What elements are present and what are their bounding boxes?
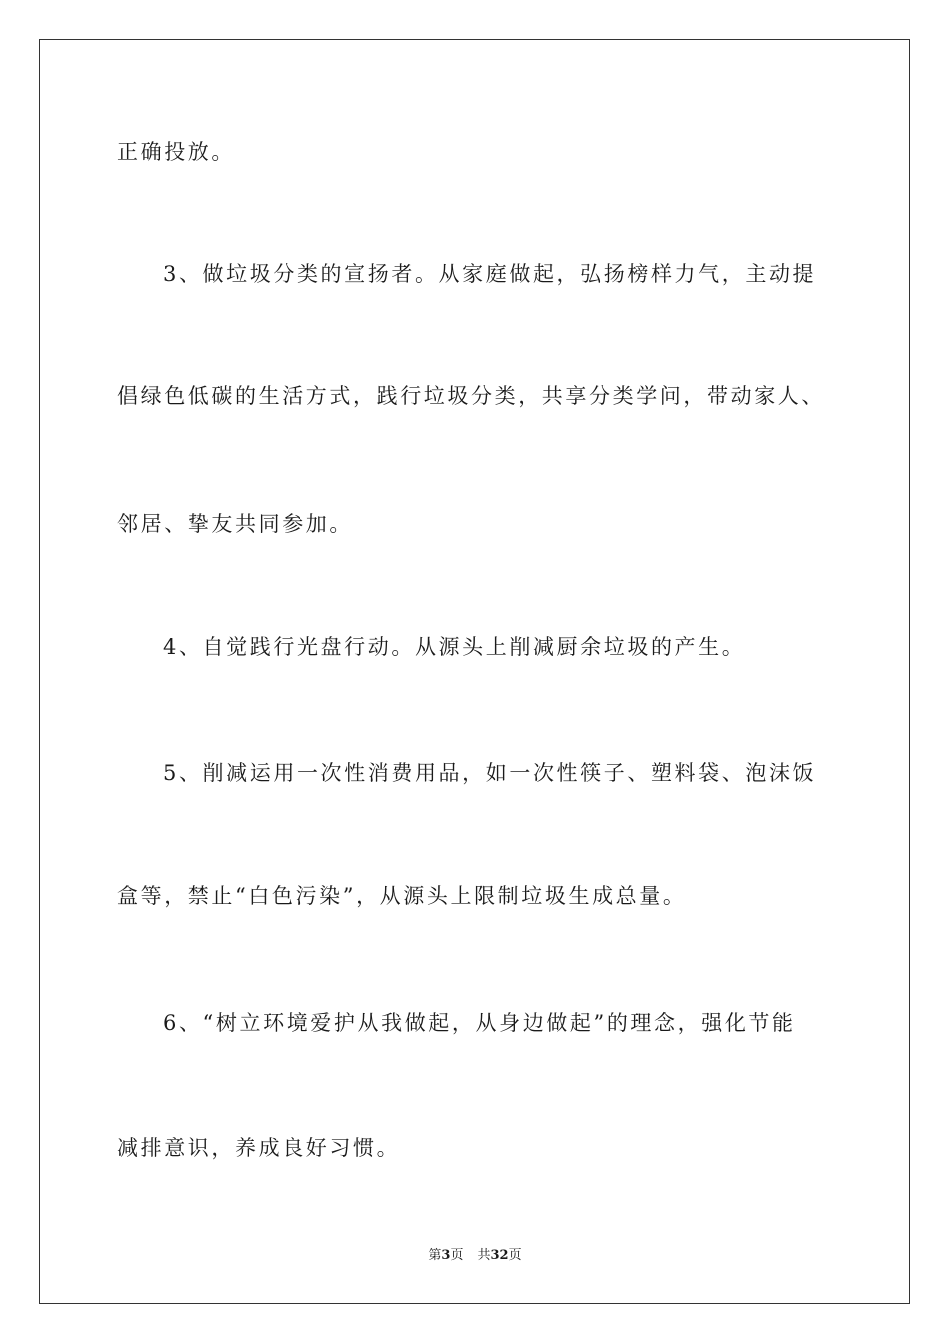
total-prefix: 共 <box>477 1248 491 1263</box>
total-pages: 32 <box>490 1248 509 1263</box>
page-prefix: 第 <box>428 1248 442 1263</box>
text-line-5: 4、自觉践行光盘行动。从源头上削减厨余垃圾的产生。 <box>163 635 746 659</box>
text-line-7: 盒等，禁止“白色污染”，从源头上限制垃圾生成总量。 <box>117 884 687 908</box>
text-line-2: 3、做垃圾分类的宣扬者。从家庭做起，弘扬榜样力气，主动提 <box>163 262 817 286</box>
total-suffix: 页 <box>508 1248 522 1263</box>
page-number: 3 <box>441 1248 451 1263</box>
text-line-3: 倡绿色低碳的生活方式，践行垃圾分类，共享分类学问，带动家人、 <box>117 384 825 408</box>
text-line-8: 6、“树立环境爱护从我做起，从身边做起”的理念，强化节能 <box>163 1011 796 1035</box>
text-line-6: 5、削减运用一次性消费用品，如一次性筷子、塑料袋、泡沫饭 <box>163 761 817 785</box>
page-footer <box>0 1247 950 1265</box>
text-line-9: 减排意识，养成良好习惯。 <box>117 1136 401 1160</box>
text-line-1: 正确投放。 <box>117 140 235 164</box>
page-suffix: 页 <box>450 1248 464 1263</box>
text-line-4: 邻居、挚友共同参加。 <box>117 512 353 536</box>
page-frame <box>39 39 910 1304</box>
